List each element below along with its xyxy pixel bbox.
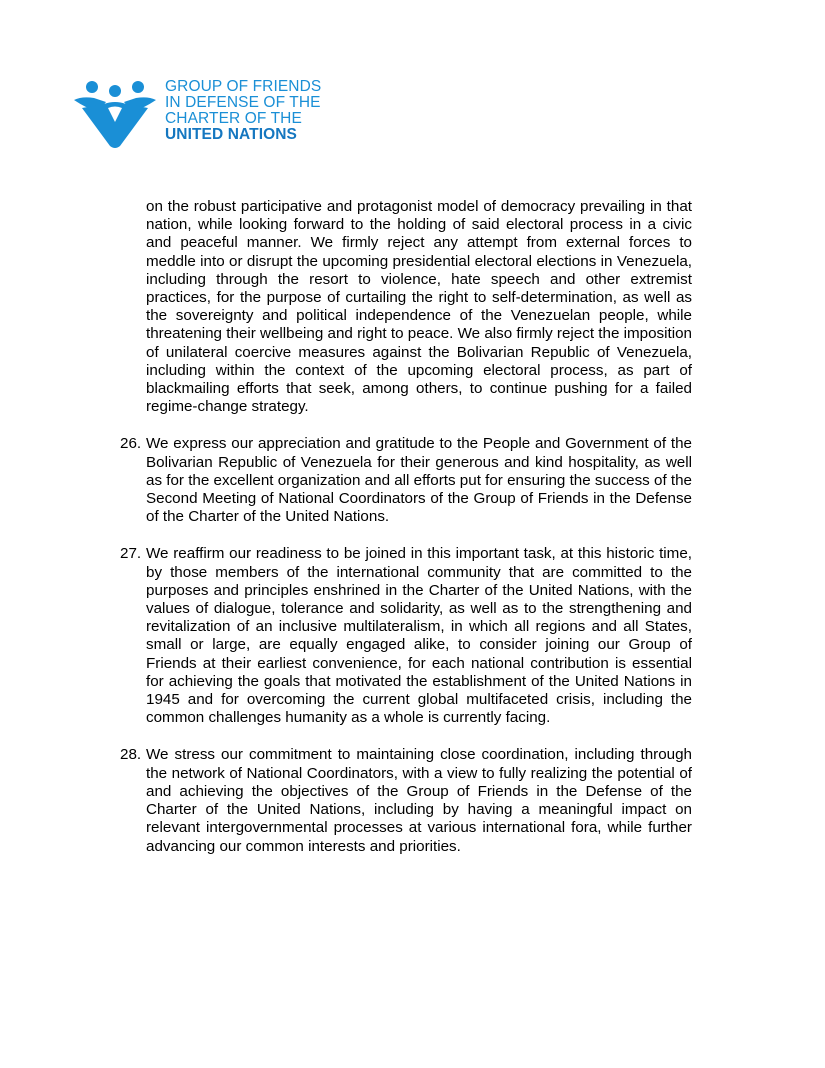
document-body <box>120 198 692 875</box>
paragraph-25-continuation: on the robust participative and protagonist model of democracy prevailing in that nation, while looking forward to the holding of said electoral process in a civic and peaceful manner. We firmly reject any attempt from external forces to meddle into or disrupt the upcoming presidential electoral elections in Venezuela, including through the resort to violence, hate speech and other extremist practices, for the purpose of curtailing the right to self-determination, as well as the sovereignty and political independence of the Venezuelan people, while threatening their wellbeing and right to peace. We also firmly reject the imposition of unilateral coercive measures against the Bolivarian Republic of Venezuela, including within the context of the upcoming electoral process, as part of blackmailing efforts that seek, among others, to continue pushing for a failed regime-change strategy. <box>146 198 692 416</box>
logo-line-3: CHARTER OF THE <box>165 110 302 127</box>
list-item <box>120 545 692 727</box>
item-text: We stress our commitment to maintaining close coordination, including through the network of National Coordinators, with a view to fully realizing the potential of and achieving the objectives of the Group of Friends in the Defense of the Charter of the United Nations, including by having a meaningful impact on relevant intergovernmental processes at various international fora, while further advancing our common interests and priorities. <box>146 746 692 855</box>
logo-text <box>165 79 321 143</box>
item-number: 28. <box>120 746 142 764</box>
list-item <box>120 435 692 526</box>
logo-line-2: IN DEFENSE OF THE <box>165 94 321 111</box>
item-number: 26. <box>120 435 142 453</box>
item-number: 27. <box>120 545 142 563</box>
item-text: We express our appreciation and gratitude to the People and Government of the Bolivarian Republic of Venezuela for their generous and kind hospitality, as well as for the excellent organization and all efforts put for ensuring the success of the Second Meeting of National Coordinators of the Group of Friends in the Defense of the Charter of the United Nations. <box>146 435 692 526</box>
group-of-friends-logo <box>72 78 362 148</box>
people-logo-icon <box>72 78 158 148</box>
logo-line-1: GROUP OF FRIENDS <box>165 78 322 95</box>
list-item <box>120 746 692 855</box>
item-text: We reaffirm our readiness to be joined in this important task, at this historic time, by those members of the international community that are committed to the purposes and principles enshrined in the Charter of the United Nations, with the values of dialogue, tolerance and solidarity, as well as to the strengthening and revitalization of an inclusive multilateralism, in which all regions and all States, small or large, are equally engaged alike, to consider joining our Group of Friends at their earliest convenience, for each national contribution is essential for achieving the goals that motivated the establishment of the United Nations in 1945 and for overcoming the current global multifaceted crisis, including the common challenges humanity as a whole is currently facing. <box>146 545 692 727</box>
logo-line-4: UNITED NATIONS <box>165 126 297 143</box>
